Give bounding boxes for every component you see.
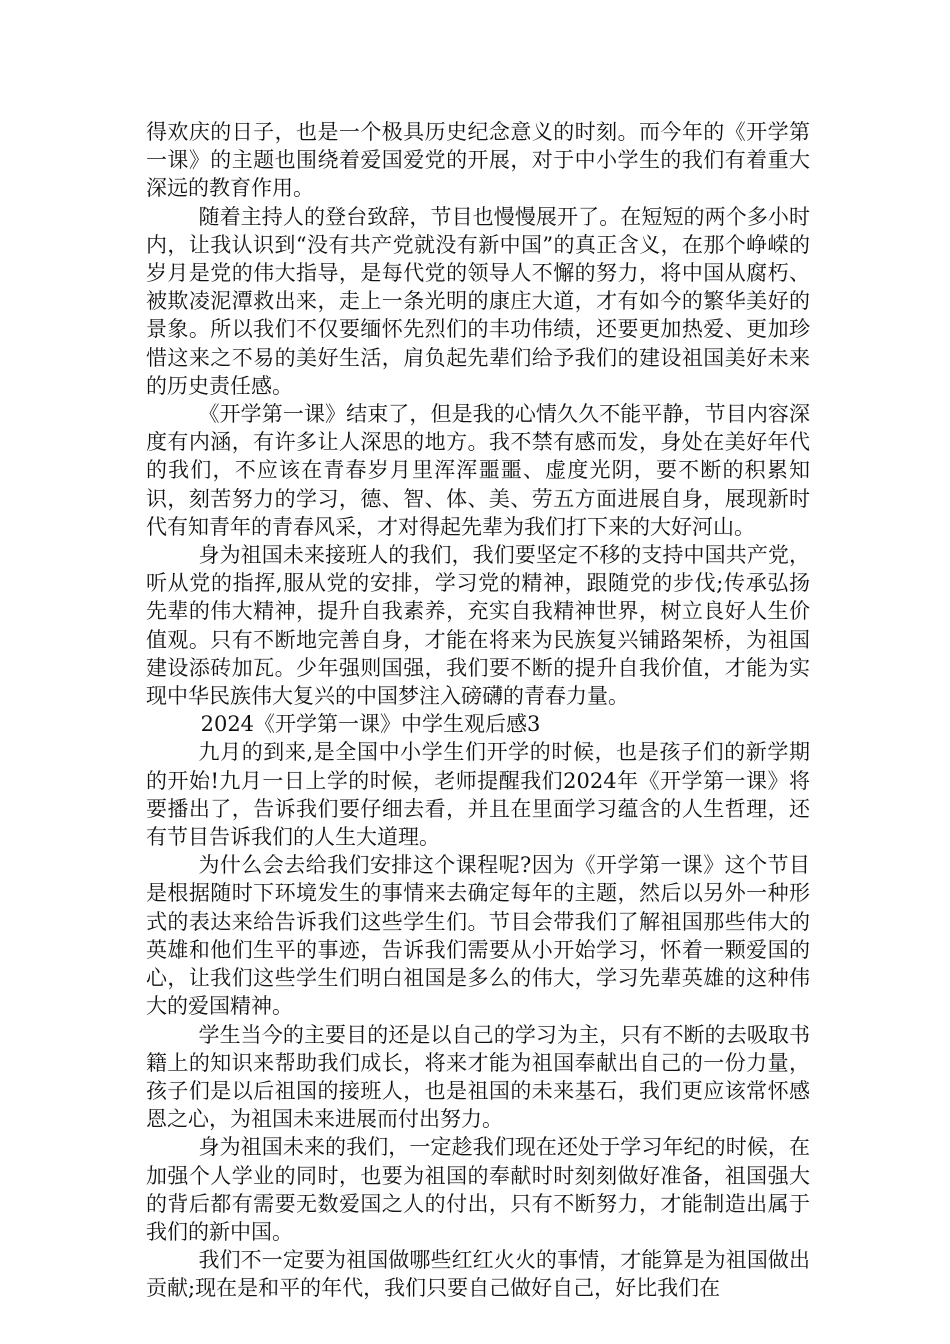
- paragraph-1: 得欢庆的日子，也是一个极具历史纪念意义的时刻。而今年的《开学第一课》的主题也围绕着爱国爱党的开展，对于中小学生的我们有着重大深远的教育作用。: [146, 120, 810, 201]
- paragraph-2: 随着主持人的登台致辞，节目也慢慢展开了。在短短的两个多小时内，让我认识到“没有共产党就没有新中国”的真正含义，在那个峥嵘的岁月是党的伟大指导，是每代党的领导人不懈的努力，将中国从腐朽、被欺凌泥潭救出来，走上一条光明的康庄大道，才有如今的繁华美好的景象。所以我们不仅要缅怀先烈们的丰功伟绩，还要更加热爱、更加珍惜这来之不易的美好生活，肩负起先辈们给予我们的建设祖国美好未来的历史责任感。: [146, 204, 810, 398]
- paragraph-4: 身为祖国未来接班人的我们，我们要坚定不移的支持中国共产党，听从党的指挥,服从党的安排，学习党的精神，跟随党的步伐;传承弘扬先辈的伟大精神，提升自我素养，充实自我精神世界，树立良好人生价值观。只有不断地完善自身，才能在将来为民族复兴铺路架桥，为祖国建设添砖加瓦。少年强则国强，我们要不断的提升自我价值，才能为实现中华民族伟大复兴的中国梦注入磅礴的青春力量。: [146, 543, 810, 709]
- paragraph-7: 学生当今的主要目的还是以自己的学习为主，只有不断的去吸取书籍上的知识来帮助我们成长，将来才能为祖国奉献出自己的一份力量，孩子们是以后祖国的接班人，也是祖国的未来基石，我们更应该常怀感恩之心，为祖国未来进展而付出努力。: [146, 1022, 810, 1132]
- paragraph-3: 《开学第一课》结束了，但是我的心情久久不能平静，节目内容深度有内涵，有许多让人深思的地方。我不禁有感而发，身处在美好年代的我们，不应该在青春岁月里浑浑噩噩、虚度光阴，要不断的积累知识，刻苦努力的学习，德、智、体、美、劳五方面进展自身，展现新时代有知青年的青春风采，才对得起先辈为我们打下来的大好河山。: [146, 402, 810, 539]
- paragraph-5: 九月的到来,是全国中小学生们开学的时候，也是孩子们的新学期的开始!九月一日上学的时候，老师提醒我们2024年《开学第一课》将要播出了，告诉我们要仔细去看，并且在里面学习蕴含的人生哲理，还有节目告诉我们的人生大道理。: [146, 740, 810, 850]
- document-page: [146, 118, 810, 1303]
- section-heading: 2024《开学第一课》中学生观后感3: [200, 712, 541, 737]
- paragraph-6: 为什么会去给我们安排这个课程呢?因为《开学第一课》这个节目是根据随时下环境发生的事情来去确定每年的主题，然后以另外一种形式的表达来给告诉我们这些学生们。节目会带我们了解祖国那些伟大的英雄和他们生平的事迹，告诉我们需要从小开始学习，怀着一颗爱国的心，让我们这些学生们明白祖国是多么的伟大，学习先辈英雄的这种伟大的爱国精神。: [146, 853, 810, 1019]
- paragraph-9: 我们不一定要为祖国做哪些红红火火的事情，才能算是为祖国做出贡献;现在是和平的年代，我们只要自己做好自己，好比我们在: [146, 1248, 810, 1301]
- paragraph-8: 身为祖国未来的我们，一定趁我们现在还处于学习年纪的时候，在加强个人学业的同时，也要为祖国的奉献时时刻刻做好准备，祖国强大的背后都有需要无数爱国之人的付出，只有不断努力，才能制造出属于我们的新中国。: [146, 1135, 810, 1244]
